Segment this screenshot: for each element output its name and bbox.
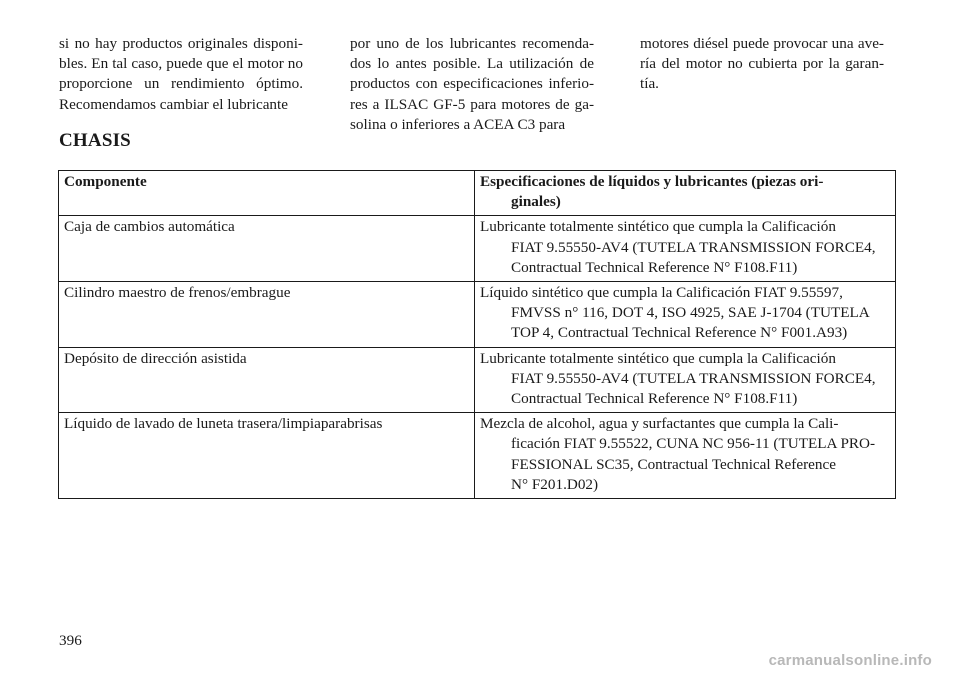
table-row [59,216,896,282]
header-component [59,171,475,216]
specification-cell [475,282,896,348]
text-line: Depósito de dirección asistida [64,349,247,367]
text-line: bles. En tal caso, puede que el motor no [59,55,303,73]
table-row [59,282,896,348]
text-line: Caja de cambios automática [64,218,235,236]
component-cell [59,282,475,348]
text-line: FIAT 9.55550-AV4 (TUTELA TRANSMISSION FORCE4, [511,238,876,256]
intro-column-3 [640,34,884,95]
table-row [59,413,896,499]
text-line: Mezcla de alcohol, agua y surfactantes que cumpla la Cali- [480,415,839,433]
text-line: N° F201.D02) [511,475,599,493]
section-heading: CHASIS [59,130,131,151]
watermark: carmanualsonline.info [768,652,932,669]
text-line: Lubricante totalmente sintético que cumpla la Calificación [480,218,836,236]
text-line: Líquido de lavado de luneta trasera/limpiaparabrisas [64,415,383,433]
table-row [59,347,896,413]
text-line: FIAT 9.55550-AV4 (TUTELA TRANSMISSION FORCE4, [511,369,876,387]
text-line: ficación FIAT 9.55522, CUNA NC 956-11 (TUTELA PRO- [511,435,876,453]
text-line: Especificaciones de líquidos y lubricantes (piezas ori- [480,173,824,190]
specification-cell [475,216,896,282]
chassis-spec-table [58,170,896,499]
component-cell [59,413,475,499]
text-line: dos lo antes posible. La utilización de [350,55,594,73]
specification-cell [475,347,896,413]
page-number: 396 [59,632,82,649]
text-line: Lubricante totalmente sintético que cumpla la Calificación [480,349,836,367]
text-line: solina o inferiores a ACEA C3 para [350,115,566,133]
text-line: res a ILSAC GF-5 para motores de ga- [350,95,594,113]
text-line: si no hay productos originales disponi- [59,35,303,52]
text-line: ría del motor no cubierta por la garan- [640,55,884,73]
table-header-row [59,171,896,216]
text-line: tía. [640,75,659,93]
intro-paragraph [350,34,594,135]
text-line: Componente [64,173,147,190]
text-line: Cilindro maestro de frenos/embrague [64,284,291,302]
text-line: motores diésel puede provocar una ave- [640,35,884,52]
component-cell [59,347,475,413]
header-specification [475,171,896,216]
text-line: proporcione un rendimiento óptimo. [59,75,303,93]
text-line: ginales) [511,193,561,211]
component-cell [59,216,475,282]
intro-paragraph [640,34,884,95]
text-line: TOP 4, Contractual Technical Reference N° F001.A93) [511,324,848,342]
text-line: por uno de los lubricantes recomenda- [350,35,594,52]
text-line: Recomendamos cambiar el lubricante [59,95,288,113]
text-line: Líquido sintético que cumpla la Calificación FIAT 9.55597, [480,284,843,302]
text-line: productos con especificaciones inferio- [350,75,594,93]
intro-paragraph [59,34,303,115]
specification-cell [475,413,896,499]
intro-column-2 [350,34,594,135]
text-line: FMVSS n° 116, DOT 4, ISO 4925, SAE J-1704 (TUTELA [511,304,870,322]
table-body [59,216,896,499]
text-line: Contractual Technical Reference N° F108.F11) [511,390,798,408]
text-line: FESSIONAL SC35, Contractual Technical Reference [511,455,836,473]
intro-column-1 [59,34,303,115]
text-line: Contractual Technical Reference N° F108.F11) [511,258,798,276]
